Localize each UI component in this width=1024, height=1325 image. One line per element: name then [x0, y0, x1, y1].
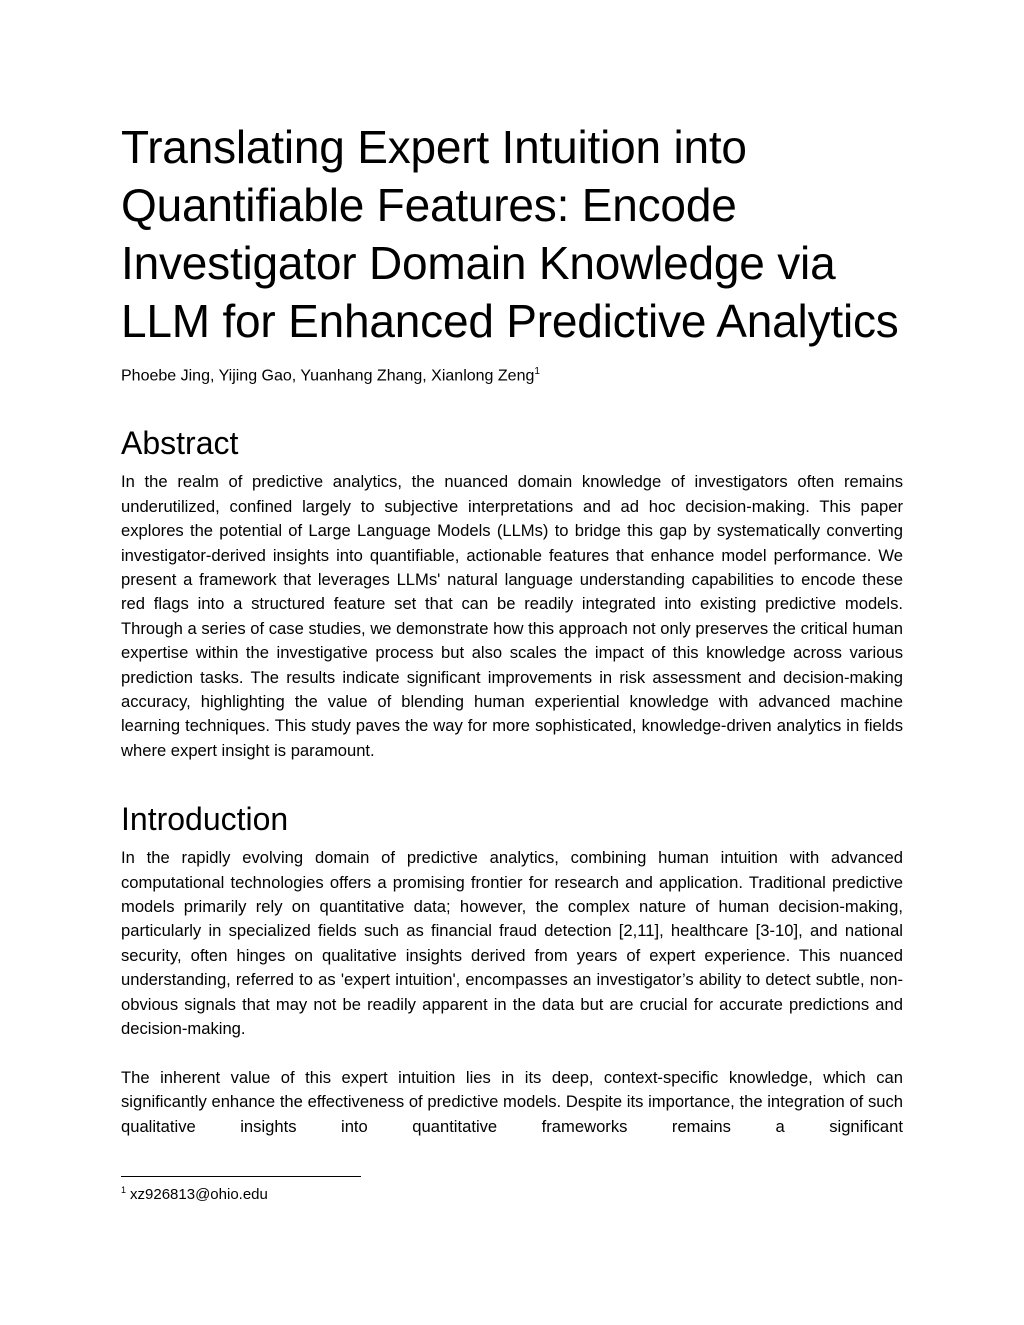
- paper-title: Translating Expert Intuition into Quantifiable Features: Encode Investigator Domain Knowledge via LLM for Enhanced Predictive Analytics: [121, 121, 899, 347]
- abstract-heading: Abstract: [121, 425, 239, 462]
- intro-paragraph-1: In the rapidly evolving domain of predictive analytics, combining human intuition with advanced computational technologies offers a promising frontier for research and application. Traditional predictive models primarily rely on quantitative data; however, the complex nature of human decision-making, particularly in specialized fields such as financial fraud detection [2,11], healthcare [3-10], and national security, often hinges on qualitative insights derived from years of expert experience. This nuanced understanding, referred to as 'expert intuition', encompasses an investigator’s ability to detect subtle, non-obvious signals that may not be readily apparent in the data but are crucial for accurate predictions and decision-making.: [121, 848, 903, 1039]
- authors-text: Phoebe Jing, Yijing Gao, Yuanhang Zhang, Xianlong Zeng: [121, 367, 535, 385]
- footnote: [121, 1185, 268, 1203]
- paper-page: [121, 118, 903, 1139]
- footnote-email: xz926813@ohio.edu: [130, 1186, 268, 1203]
- introduction-heading: Introduction: [121, 801, 289, 838]
- abstract-text: In the realm of predictive analytics, the nuanced domain knowledge of investigators often remains underutilized, confined largely to subjective interpretations and ad hoc decision-making. This paper explores the potential of Large Language Models (LLMs) to bridge this gap by systematically converting investigator-derived insights into quantifiable, actionable features that enhance model performance. We present a framework that leverages LLMs' natural language understanding capabilities to encode these red flags into a structured feature set that can be readily integrated into existing predictive models. Through a series of case studies, we demonstrate how this approach not only preserves the critical human expertise within the investigative process but also scales the impact of this knowledge across various prediction tasks. The results indicate significant improvements in risk assessment and decision-making accuracy, highlighting the value of blending human experiential knowledge with advanced machine learning techniques. This study paves the way for more sophisticated, knowledge-driven analytics in fields where expert insight is paramount.: [121, 472, 903, 760]
- author-list: [121, 362, 903, 386]
- footnote-mark: 1: [534, 366, 540, 377]
- intro-paragraph-2: The inherent value of this expert intuition lies in its deep, context-specific knowledge, which can significantly enhance the effectiveness of predictive models. Despite its importance, the integration of such qualitative insights into quantitative frameworks remains a significant: [121, 1067, 903, 1136]
- footnote-number: 1: [121, 1185, 127, 1195]
- footnote-divider: [121, 1176, 361, 1177]
